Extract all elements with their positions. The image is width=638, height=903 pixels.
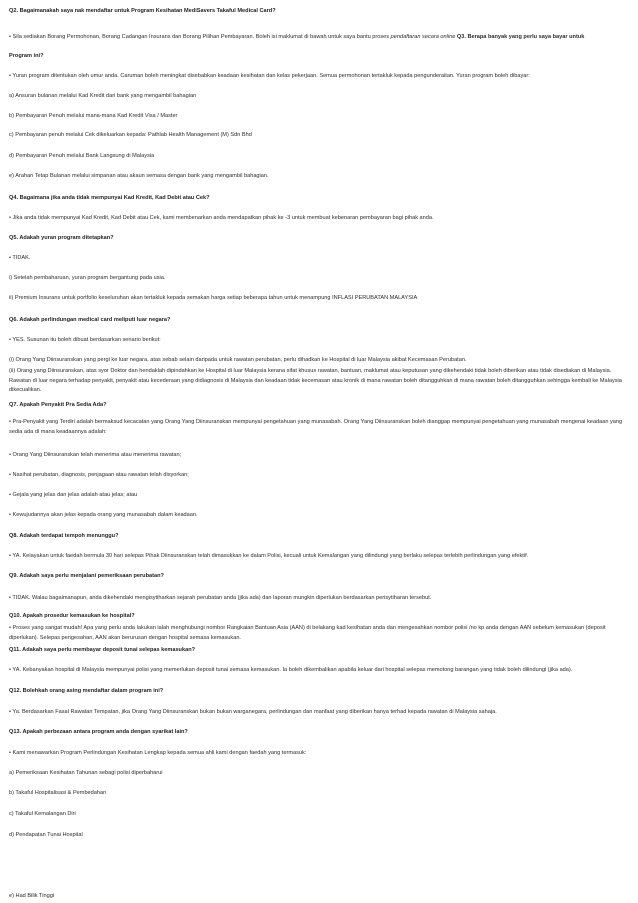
q13-item-d: d) Pendapatan Tunai Hospital bbox=[9, 832, 83, 838]
q5-bullet: • TIDAK. bbox=[9, 255, 31, 261]
q2-question: Q2. Bagaimanakah saya nak mendaftar untuk Program Kesihatan MediSavers Takaful Medical Card? bbox=[9, 8, 276, 14]
q13-bullet: • Kami menawarkan Program Perlindungan Kesihatan Lengkap kepada semua ahli kami dengan faedah yang termasuk: bbox=[9, 750, 307, 756]
q2-answer-italic: pendaftaran secara online bbox=[390, 34, 456, 40]
q3-option-d: d) Pembayaran Penuh melalui Bank Langsung di Malaysia bbox=[9, 153, 155, 159]
q12-bullet: • Ya. Berdasarkan Fasal Rawatan Tempatan, jika Orang Yang Diinsuranskan bukan bukan warganegara, perlindungan dan manfaat yang diberikan hanya terhad kepada rawatan di Malaysia sahaja. bbox=[9, 709, 497, 715]
q13-item-b: b) Takaful Hospitalisasi & Pembedahan bbox=[9, 790, 107, 796]
q5-question: Q5. Adakah yuran program ditetapkan? bbox=[9, 235, 114, 241]
q3-option-e: e) Arahan Tetap Bulanan melalui simpanan atau akaun semasa dengan bank yang mengambil bahagian. bbox=[9, 173, 269, 179]
q11-question: Q11. Adakah saya perlu membayar deposit tunai selepas kemasukan? bbox=[9, 647, 196, 653]
q9-bullet: • TIDAK. Walau bagaimanapun, anda dikehendaki mengisytiharkan sejarah perubatan anda (jika ada) dan laporan mungkin diperlukan berdasarkan perisytiharan tersebut. bbox=[9, 595, 432, 601]
q13-question: Q13. Apakah perbezaan antara program anda dengan syarikat lain? bbox=[9, 729, 188, 735]
q13-footer-item: e) Had Bilik Tinggi bbox=[9, 893, 55, 899]
q7-question: Q7. Apakah Penyakit Pra Sedia Ada? bbox=[9, 402, 107, 408]
q6-bullet: • YES. Susunan itu boleh dibuat berdasarkan senario berikut: bbox=[9, 337, 161, 343]
q3-question-continuation: Program ini? bbox=[9, 53, 44, 59]
q2-answer-text: • Sila sediakan Borang Permohonan, Borang Cadangan Insurans dan Borang Pilihan Pembayaran. Boleh isi maklumat di bawah untuk saya bantu proses bbox=[9, 34, 391, 40]
q7-item-4: • Kewujudannya akan jelas kepada orang yang munasabah dalam keadaan. bbox=[9, 512, 198, 518]
q13-item-a: a) Pemeriksaan Kesihatan Tahunan sebagi polisi diperbaharui bbox=[9, 770, 163, 776]
q4-question: Q4. Bagaimana jika anda tidak mempunyai Kad Kredit, Kad Debit atau Cek? bbox=[9, 195, 210, 201]
q7-item-3: • Gejala yang jelas dan jelas adalah atau jelas; atau bbox=[9, 492, 138, 498]
q7-bullet: • Pra-Penyakit yang Terdiri adalah bermaksud kecacatan yang Orang Yang Diinsuranskan mempunyai pengetahuan yang munasabah. Orang Yang Diinsuranskan boleh dianggap mempunyai pengetahuan yang munasabah mengenai keadaan yang sedia ada di mana keadaannya adalah: bbox=[9, 419, 623, 435]
q7-item-1: • Orang Yang Diinsuranskan telah menerima atau menerima rawatan; bbox=[9, 452, 182, 458]
q12-question: Q12. Bolehkah orang asing mendaftar dalam program ini? bbox=[9, 688, 164, 694]
q9-question: Q9. Adakah saya perlu menjalani pemeriksaan perubatan? bbox=[9, 573, 164, 579]
q6-question: Q6. Adakah perlindungan medical card meliputi luar negara? bbox=[9, 317, 171, 323]
q3-option-c: c) Pembayaran penuh melalui Cek dikeluarkan kepada: Pathlab Health Management (M) Sdn Bhd bbox=[9, 132, 252, 138]
q3-option-a: a) Ansuran bulanan melalui Kad Kredit dari bank yang mengambil bahagian bbox=[9, 93, 197, 99]
q4-bullet: • Jika anda tidak mempunyai Kad Kredit, Kad Debit atau Cek, kami membenarkan anda mendapatkan pihak ke -3 untuk membuat kebenaran pembayaran bagi pihak anda. bbox=[9, 215, 434, 221]
q3-inline-question: Q3. Berapa banyak yang perlu saya bayar untuk bbox=[455, 34, 585, 40]
q10-question: Q10. Apakah prosedur kemasukan ke hospital? bbox=[9, 613, 135, 619]
q10-bullet: • Proses yang sangat mudah! Apa yang perlu anda lakukan ialah menghubungi nombor Rangkaian Bantuan Asia (AAN) di belakang kad kesihatan anda dan mengesahkan nombor polisi /no kp anda dengan AAN sebelum kemasukan (deposit diperlukan). Selepas pengesahan, AAN akan berurusan dengan hospital semasa kemasukan. bbox=[9, 625, 606, 641]
q8-bullet: • YA. Kelayakan untuk faedah bermula 30 hari selepas Pihak Diinsuranskan telah dimasukkan ke dalam Polisi, kecuali untuk Kemalangan yang dilindungi yang berlaku selepas terlebih perlindungan yang efektif. bbox=[9, 553, 529, 559]
q6-item-i: (i) Orang Yang Diinsuranskan yang pergi ke luar negara, atas sebab selain daripada untuk rawatan perubatan, perlu dihadkan ke Hospital di luar Malaysia akibat Kecemasan Perubatan. bbox=[9, 357, 467, 363]
q7-item-2: • Nasihat perubatan, diagnosis, penjagaan atau rawatan telah disyorkan; bbox=[9, 472, 189, 478]
q6-item-ii: (ii) Orang yang Diinsuranskan, atas syor Doktor dan hendaklah dipindahkan ke Hospital di luar Malaysia kerana sifat khusus rawatan, bantuan, maklumat atau keputusan yang dikehendaki tidak boleh diberikan atau tidak disediakan di Malaysia. Rawatan di luar negara terhadap penyakit, penyakit atau kecederaan yang didiagnosis di Malaysia dan keadaan tidak kecemasan atau kronik di mana rawatan boleh ditangguhkan di mana rawatan boleh ditangguhkan sehingga kembali ke Malaysia dikecualikan. bbox=[9, 368, 622, 393]
q11-bullet: • YA. Kebanyakan hospital di Malaysia mempunyai polisi yang memerlukan deposit tunai semasa kemasukan. Ia boleh dikembalikan apabila keluar dari hospital selepas memotong barangan yang tidak boleh dilindungi (jika ada). bbox=[9, 667, 573, 673]
q13-item-c: c) Takaful Kemalangan Diri bbox=[9, 811, 76, 817]
q5-item-ii: ii) Premium Insurans untuk portfolio keseluruhan akan tertakluk kepada semakan harga setiap beberapa tahun untuk menampung INFLASI PERUBATAN MALAYSIA bbox=[9, 295, 418, 301]
q8-question: Q8. Adakah terdapat tempoh menunggu? bbox=[9, 533, 119, 539]
q5-item-i: i) Setelah pembaharuan, yuran program bergantung pada usia. bbox=[9, 275, 166, 281]
q3-option-b: b) Pembayaran Penuh melalui mana-mana Kad Kredit Visa / Master bbox=[9, 113, 178, 119]
q2-answer bbox=[9, 33, 629, 41]
q3-bullet: • Yuran program ditentukan oleh umur anda. Caruman boleh meningkat disebabkan keadaan kesihatan dan kelas pekerjaan. Semua permohonan tertakluk kepada pengunderaitan. Yuran program boleh dibayar: bbox=[9, 73, 530, 79]
